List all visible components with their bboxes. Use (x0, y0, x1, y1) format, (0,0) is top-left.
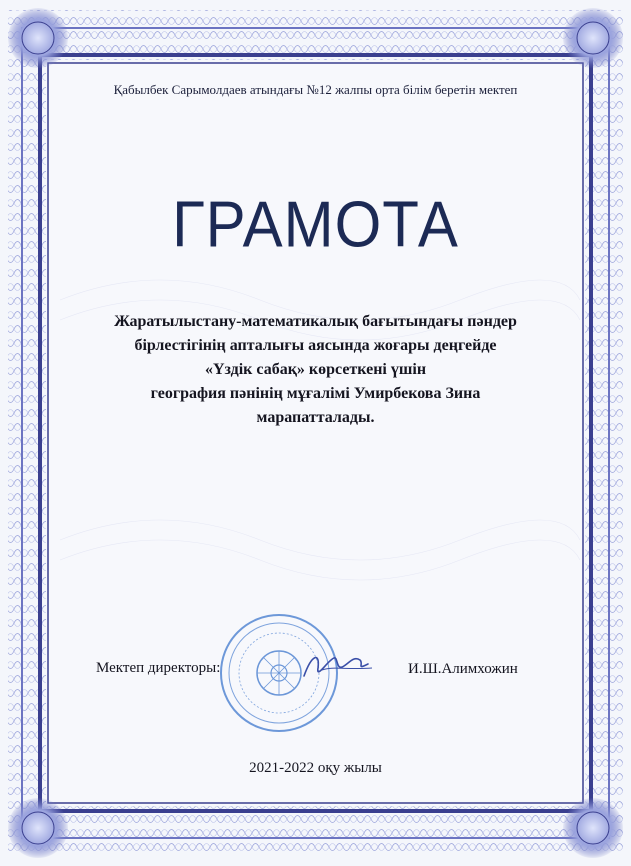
signature-icon (298, 646, 378, 686)
body-line: география пәнінің мұғалімі Умирбекова Зина (150, 385, 481, 402)
corner-rosette-bottom-right (563, 798, 623, 858)
director-name: И.Ш.Алимхожин (408, 661, 518, 677)
body-line: марапатталады. (256, 409, 375, 426)
kazakhstan-emblem-icon (257, 651, 301, 695)
director-label: Мектеп директоры: (96, 660, 221, 676)
certificate-title: ГРАМОТА (172, 188, 459, 261)
body-line: бірлестігінің апталығы аясында жоғары деңгейде (134, 337, 497, 354)
corner-rosette-top-right (563, 8, 623, 68)
corner-rosette-bottom-left (8, 798, 68, 858)
certificate-body (60, 310, 571, 430)
body-line: Жаратылыстану-математикалық бағытындағы пәндер (114, 313, 517, 330)
corner-rosette-top-left (8, 8, 68, 68)
body-line: «Үздік сабақ» көрсеткені үшін (204, 361, 427, 378)
academic-year: 2021-2022 оқу жылы (249, 760, 382, 776)
school-name: Қабылбек Сарымолдаев атындағы №12 жалпы орта білім беретін мектеп (113, 82, 518, 97)
